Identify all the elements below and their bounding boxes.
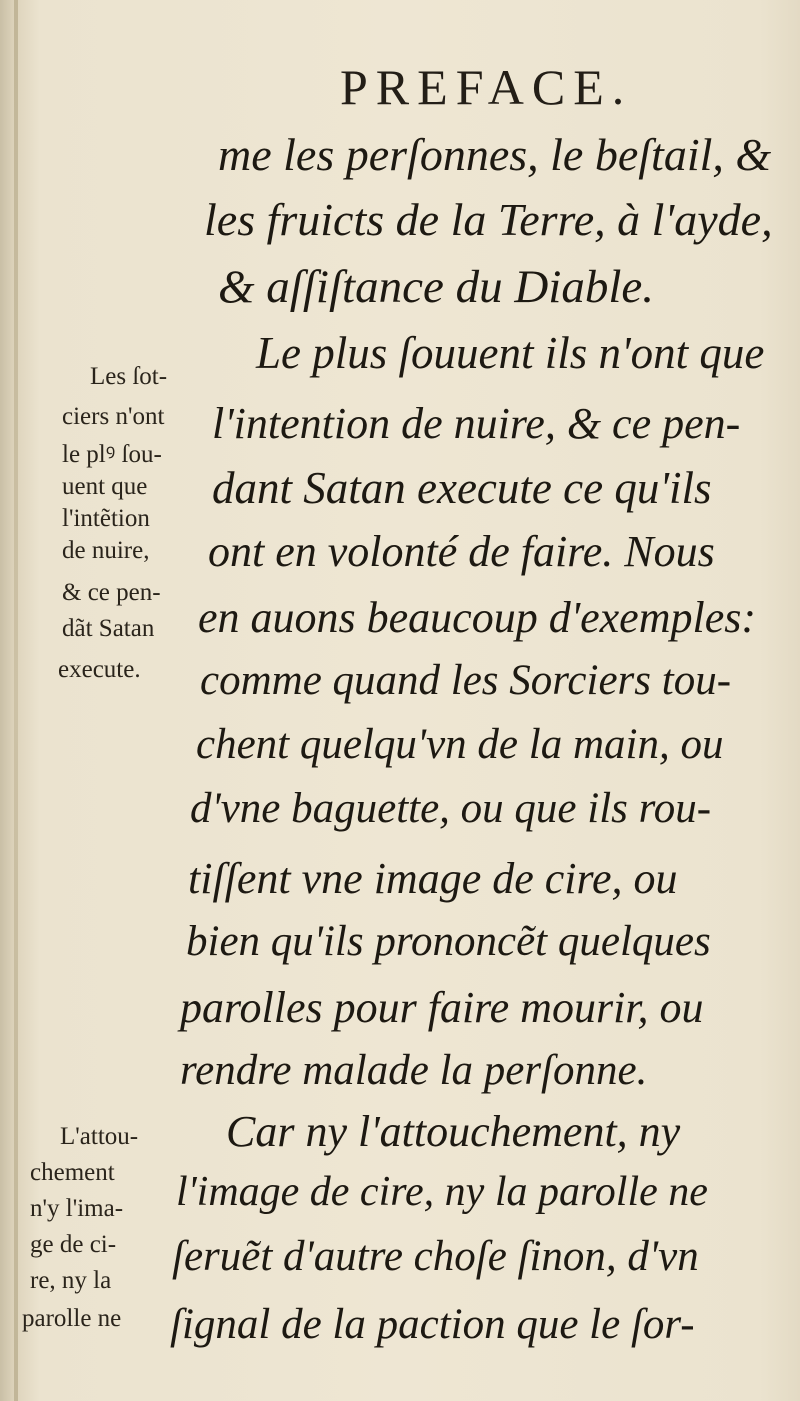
- margin-note-line: parolle ne: [22, 1305, 122, 1332]
- body-line: Le plus ſouuent ils n'ont que: [256, 328, 765, 378]
- body-line: bien qu'ils prononcẽt quelques: [186, 918, 711, 965]
- margin-note-line: re, ny la: [30, 1267, 112, 1294]
- margin-note-line: chement: [30, 1159, 115, 1186]
- body-line: rendre malade la perſonne.: [180, 1047, 648, 1094]
- body-line: ont en volonté de faire. Nous: [208, 527, 715, 576]
- body-line: les fruicts de la Terre, à l'ayde,: [204, 194, 773, 245]
- body-line: parolles pour faire mourir, ou: [180, 983, 704, 1032]
- body-line: l'image de cire, ny la parolle ne: [176, 1169, 708, 1215]
- margin-note-line: Les ſot-: [90, 363, 168, 390]
- body-line: Car ny l'attouchement, ny: [226, 1107, 681, 1156]
- body-line: l'intention de nuire, & ce pen-: [212, 399, 741, 448]
- margin-note-line: dãt Satan: [62, 615, 155, 642]
- body-line: en auons beaucoup d'exemples:: [198, 593, 757, 642]
- body-line: dant Satan execute ce qu'ils: [212, 463, 712, 513]
- body-line: ſeruẽt d'autre choſe ſinon, d'vn: [172, 1233, 699, 1280]
- margin-note-line: de nuire,: [62, 537, 150, 564]
- margin-note-line: uent que: [62, 473, 148, 500]
- margin-note-line: le plꝰ ſou-: [62, 441, 162, 468]
- margin-note-line: L'attou-: [60, 1123, 139, 1150]
- body-line: d'vne baguette, ou que ils rou-: [190, 785, 712, 832]
- body-line: me les perſonnes, le beſtail, &: [218, 129, 772, 180]
- margin-note-line: l'intẽtion: [62, 505, 150, 532]
- body-line: tiſſent vne image de cire, ou: [188, 854, 678, 903]
- body-line: comme quand les Sorciers tou-: [200, 657, 732, 704]
- body-line: chent quelqu'vn de la main, ou: [196, 721, 724, 768]
- margin-note-line: ciers n'ont: [62, 403, 165, 430]
- margin-note-line: execute.: [58, 656, 141, 683]
- margin-note-line: ge de ci-: [30, 1231, 117, 1258]
- running-header: PREFACE.: [340, 59, 633, 115]
- body-line: ſignal de la paction que le ſor-: [170, 1301, 695, 1348]
- page-gutter: [14, 0, 18, 1401]
- body-line: & aſſiſtance du Diable.: [218, 261, 654, 313]
- margin-note-line: n'y l'ima-: [30, 1195, 124, 1222]
- margin-note-line: & ce pen-: [62, 579, 161, 606]
